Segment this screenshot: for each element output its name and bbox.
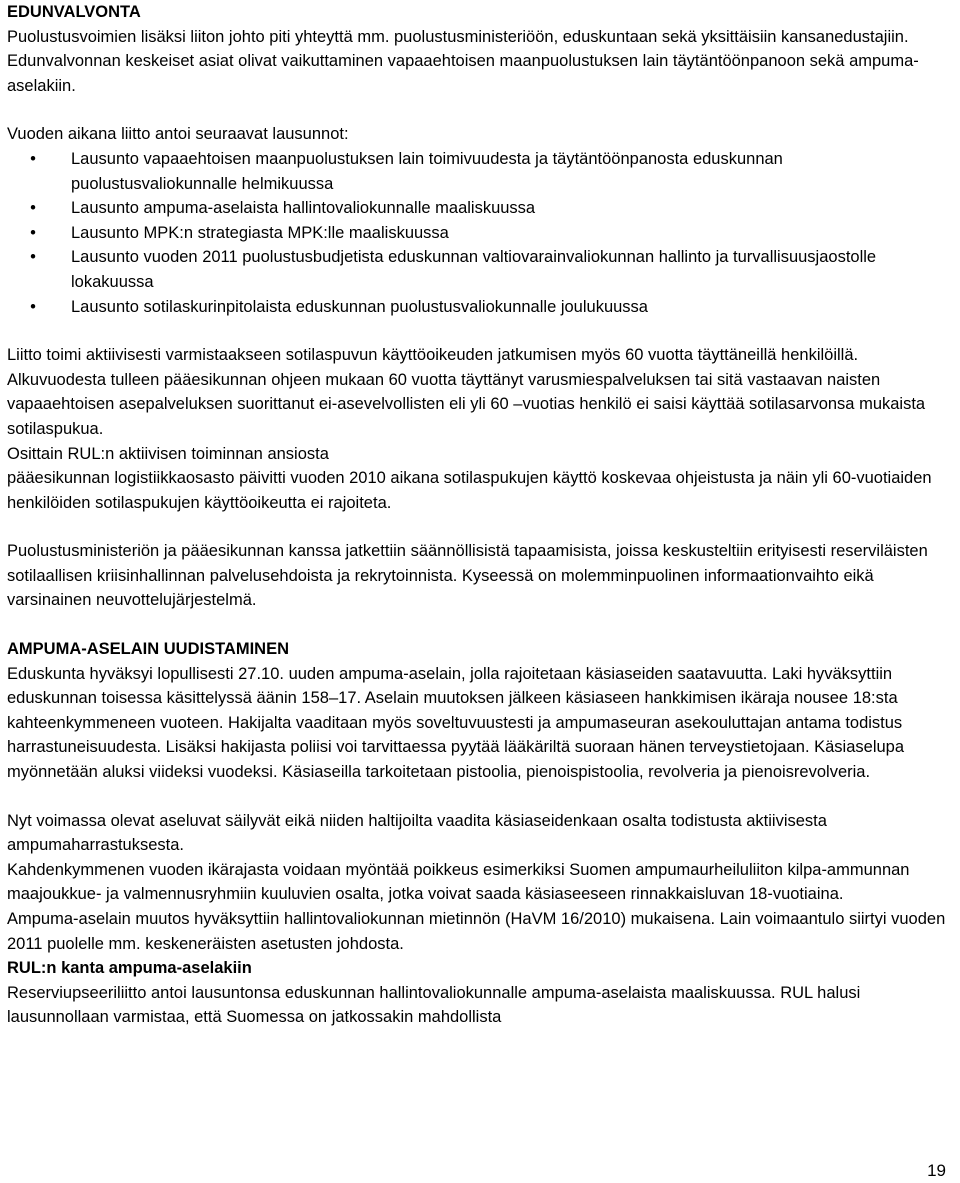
aselaki-paragraph-3: Kahdenkymmenen vuoden ikärajasta voidaan myöntää poikkeus esimerkiksi Suomen ampumaurheiluliiton kilpa-ammunnan maajoukkue- ja valmennusryhmiin kuuluvien osalta, jotka voivat saada käsiaseeseen rinnakkaisluvan 18-vuotiaina. bbox=[7, 860, 910, 904]
section-heading-aselaki: AMPUMA-ASELAIN UUDISTAMINEN bbox=[7, 640, 290, 659]
spacer bbox=[7, 613, 951, 637]
spacer bbox=[7, 319, 951, 343]
statements-intro: Vuoden aikana liitto antoi seuraavat lausunnot: bbox=[7, 125, 349, 144]
bullet-icon: • bbox=[30, 248, 36, 267]
ministry-paragraph: Puolustusministeriön ja pääesikunnan kanssa jatkettiin säännöllisistä tapaamisista, joissa keskusteltiin erityisesti reserviläisten sotilaallisen kriisinhallinnan palvelusehdoista ja rekrytoinnista. Kyseessä on molemminpuolinen informaationvaihto eikä varsinainen neuvottelujärjestelmä. bbox=[7, 542, 928, 610]
edunvalvonta-intro-paragraph: Puolustusvoimien lisäksi liiton johto piti yhteyttä mm. puolustusministeriöön, eduskuntaan sekä yksittäisiin kansanedustajiin. Edunvalvonnan keskeiset asiat olivat vaikuttaminen vapaaehtoisen maanpuolustuksen lain täytäntöönpanoon sekä ampuma-aselakiin. bbox=[7, 27, 919, 95]
section-heading-edunvalvonta: EDUNVALVONTA bbox=[7, 3, 141, 21]
bullet-icon: • bbox=[30, 297, 36, 316]
uniform-paragraph-1: Liitto toimi aktiivisesti varmistaakseen sotilaspuvun käyttöoikeuden jatkumisen myös 60 vuotta täyttäneillä henkilöillä. Alkuvuodesta tulleen pääesikunnan ohjeen mukaan 60 vuotta täyttänyt varusmiespalveluksen tai sitä vastaavan naisten vapaaehtoisen asepalveluksen suorittanut ei-asevelvollisten eli yli 60 –vuotias henkilö ei saisi käyttää sotilasarvonsa mukaista sotilaspukua. bbox=[7, 346, 926, 438]
list-item bbox=[7, 221, 951, 246]
aselaki-paragraph-1: Eduskunta hyväksyi lopullisesti 27.10. uuden ampuma-aselain, jolla rajoitetaan käsiaseiden saatavuutta. Laki hyväksyttiin eduskunnan toisessa käsittelyssä äänin 158–17. Aselain muutoksen jälkeen käsiaseen hankkimisen ikäraja nousee 18:sta kahteenkymmeneen vuoteen. Hakijalta vaaditaan myös soveltuvuustesti ja ampumaseuran asekouluttajan antama todistus harrastuneisuudesta. Lisäksi hakijasta poliisi voi tarvittaessa pyytää lääkäriltä suoraan hänen terveystietojaan. Käsiaselupa myönnetään aluksi viideksi vuodeksi. Käsiaseilla tarkoitetaan pistoolia, pienoispistoolia, revolveria ja pienoisrevolveria. bbox=[7, 664, 905, 782]
document-page bbox=[7, 0, 951, 1030]
page-number: 19 bbox=[927, 1161, 946, 1180]
rul-kanta-paragraph-1: Reserviupseeriliitto antoi lausuntonsa eduskunnan hallintovaliokunnalle ampuma-aselaista maaliskuussa. RUL halusi lausunnollaan varmistaa, että Suomessa on jatkossakin mahdollista bbox=[7, 983, 861, 1027]
uniform-paragraph-3: pääesikunnan logistiikkaosasto päivitti vuoden 2010 aikana sotilaspukujen käyttö koskevaa ohjeistusta ja näin yli 60-vuotiaiden henkilöiden sotilaspukujen käyttöoikeutta ei rajoiteta. bbox=[7, 469, 932, 512]
bullet-icon: • bbox=[30, 199, 36, 218]
spacer bbox=[7, 785, 951, 809]
statement-text: Lausunto vuoden 2011 puolustusbudjetista eduskunnan valtiovarainvaliokunnan hallinto ja turvallisuusjaostolle lokakuussa bbox=[71, 248, 877, 291]
list-item bbox=[7, 147, 951, 196]
statements-list bbox=[7, 147, 951, 319]
statement-text: Lausunto sotilaskurinpitolaista eduskunnan puolustusvaliokunnalle joulukuussa bbox=[71, 297, 648, 316]
list-item bbox=[7, 295, 951, 320]
spacer bbox=[7, 515, 951, 539]
bullet-icon: • bbox=[30, 149, 36, 168]
uniform-paragraph-2: Osittain RUL:n aktiivisen toiminnan ansiosta bbox=[7, 444, 329, 463]
statement-text: Lausunto vapaaehtoisen maanpuolustuksen lain toimivuudesta ja täytäntöönpanosta eduskunnan puolustusvaliokunnalle helmikuussa bbox=[71, 149, 783, 193]
statement-text: Lausunto MPK:n strategiasta MPK:lle maaliskuussa bbox=[71, 223, 449, 242]
spacer bbox=[7, 98, 951, 122]
list-item bbox=[7, 245, 951, 294]
section-heading-rul-kanta: RUL:n kanta ampuma-aselakiin bbox=[7, 959, 252, 978]
aselaki-paragraph-4: Ampuma-aselain muutos hyväksyttiin hallintovaliokunnan mietinnön (HaVM 16/2010) mukaisena. Lain voimaantulo siirtyi vuoden 2011 puolelle mm. keskeneräisten asetusten johdosta. bbox=[7, 910, 946, 953]
list-item bbox=[7, 196, 951, 221]
statement-text: Lausunto ampuma-aselaista hallintovaliokunnalle maaliskuussa bbox=[71, 199, 536, 218]
aselaki-paragraph-2: Nyt voimassa olevat aseluvat säilyvät eikä niiden haltijoilta vaadita käsiaseidenkaan osalta todistusta aktiivisesta ampumaharrastuksesta. bbox=[7, 811, 827, 855]
bullet-icon: • bbox=[30, 223, 36, 242]
